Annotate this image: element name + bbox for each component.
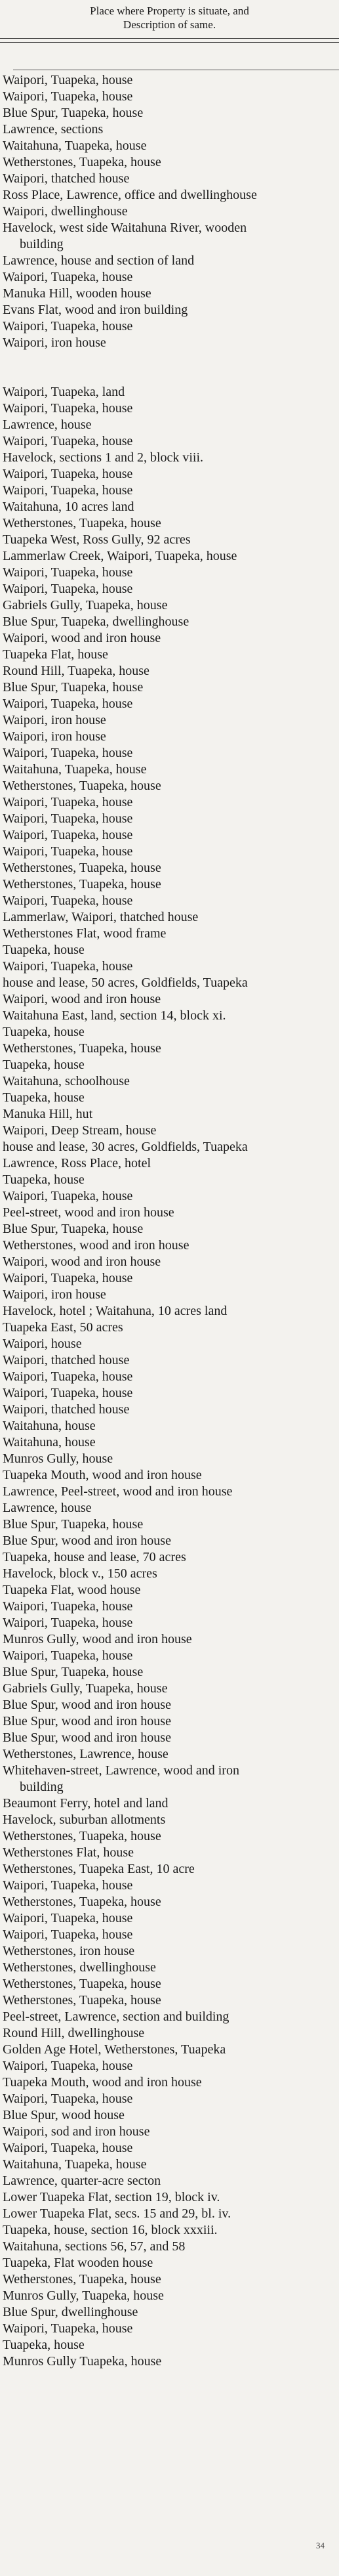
list-item	[0, 532, 339, 548]
list-item	[0, 138, 339, 154]
list-item	[0, 1746, 339, 1763]
entry-text: Waipori, dwellinghouse	[3, 204, 128, 219]
list-item	[0, 253, 339, 269]
list-item	[0, 630, 339, 647]
entry-text: Waipori, Tuapeka, house	[3, 828, 133, 842]
entry-text: Havelock, block v., 150 acres	[3, 1566, 157, 1581]
list-item	[0, 2107, 339, 2124]
list-item	[0, 1500, 339, 1516]
entry-text: Blue Spur, Tuapeka, house	[3, 680, 144, 695]
entry-text: Lammerlaw, Waipori, thatched house	[3, 910, 199, 924]
list-item	[0, 597, 339, 614]
list-item	[0, 712, 339, 729]
list-item	[0, 1073, 339, 1090]
list-item	[0, 1188, 339, 1205]
list-item	[0, 1828, 339, 1845]
entry-text: Waipori, Tuapeka, house	[3, 1369, 133, 1384]
entry-text: Round Hill, dwellinghouse	[3, 2026, 145, 2040]
entry-text: Waitahuna, Tuapeka, house	[3, 2157, 147, 2172]
entry-text: Blue Spur, Tuapeka, house	[3, 1665, 144, 1679]
entry-text: Lawrence, house	[3, 418, 92, 432]
entry-text: Munros Gully Tuapeka, house	[3, 2354, 162, 2369]
list-item	[0, 745, 339, 762]
entry-text: Tuapeka Mouth, wood and iron house	[3, 2075, 202, 2090]
list-item	[0, 286, 339, 302]
list-item	[0, 1960, 339, 1976]
entry-text: Waipori, Tuapeka, house	[3, 2059, 133, 2073]
entry-text: Blue Spur, Tuapeka, dwellinghouse	[3, 614, 189, 629]
entry-text: Ross Place, Lawrence, office and dwellinghouse	[3, 188, 257, 202]
list-item	[0, 384, 339, 400]
entry-text: Lawrence, Ross Place, hotel	[3, 1156, 151, 1170]
entry-text: Blue Spur, wood and iron house	[3, 1730, 171, 1745]
entry-text: Waitahuna, house	[3, 1419, 96, 1433]
list-item	[0, 942, 339, 958]
list-item	[0, 1910, 339, 1927]
entry-text: Lawrence, house	[3, 1501, 92, 1515]
list-item	[0, 72, 339, 89]
entry-text: Waipori, Tuapeka, house	[3, 844, 133, 859]
entry-text: Waipori, iron house	[3, 713, 106, 727]
list-item	[0, 926, 339, 942]
entry-text: Havelock, sections 1 and 2, block viii.	[3, 450, 204, 465]
list-item	[0, 1287, 339, 1303]
entry-text: Waipori, thatched house	[3, 171, 130, 186]
entry-text: Tuapeka, house	[3, 1025, 85, 1039]
entry-text: Waipori, Tuapeka, house	[3, 434, 133, 448]
entry-text: Waipori, wood and iron house	[3, 631, 161, 645]
entry-text: Waitahuna, Tuapeka, house	[3, 139, 147, 153]
entry-text: Golden Age Hotel, Wetherstones, Tuapeka	[3, 2042, 226, 2057]
entry-text: Waipori, wood and iron house	[3, 1255, 161, 1269]
entry-text: Waipori, house	[3, 1337, 82, 1351]
entry-text: Wetherstones, Tuapeka, house	[3, 155, 161, 169]
entry-text: Waipori, Tuapeka, house	[3, 2141, 133, 2155]
entry-text: Tuapeka Flat, wood house	[3, 1583, 141, 1597]
list-item	[0, 2157, 339, 2173]
entry-text: Waipori, Tuapeka, house	[3, 1927, 133, 1942]
list-item	[0, 2206, 339, 2222]
list-item	[0, 1795, 339, 1812]
entry-text: Peel-street, wood and iron house	[3, 1205, 174, 1220]
entry-text: Havelock, hotel ; Waitahuna, 10 acres land	[3, 1304, 228, 1318]
list-item	[0, 991, 339, 1008]
list-item	[0, 1336, 339, 1352]
list-item	[0, 1155, 339, 1172]
entry-text: Manuka Hill, hut	[3, 1107, 93, 1121]
list-item	[0, 2222, 339, 2239]
entry-text: Waitahuna, schoolhouse	[3, 1074, 130, 1088]
list-item	[0, 2140, 339, 2157]
list-item	[0, 2042, 339, 2058]
entry-text: Wetherstones, Tuapeka, house	[3, 877, 161, 891]
list-item	[0, 1927, 339, 1943]
entry-text: Waipori, wood and iron house	[3, 992, 161, 1006]
list-item	[0, 417, 339, 433]
entry-text: Munros Gully, Tuapeka, house	[3, 2288, 164, 2303]
list-item	[0, 2353, 339, 2370]
entry-text: Waipori, Tuapeka, house	[3, 1599, 133, 1614]
list-item	[0, 318, 339, 335]
entry-text: Whitehaven-street, Lawrence, wood and iron	[3, 1763, 239, 1778]
list-item	[0, 2124, 339, 2140]
entry-text: Waipori, Tuapeka, house	[3, 483, 133, 498]
entry-text: Wetherstones, Tuapeka, house	[3, 2272, 161, 2286]
list-item	[0, 1057, 339, 1073]
list-item	[0, 1730, 339, 1746]
entry-text: Wetherstones, Tuapeka, house	[3, 1993, 161, 2007]
list-item	[0, 1845, 339, 1861]
list-item	[0, 1402, 339, 1418]
list-item	[0, 794, 339, 811]
list-item	[0, 466, 339, 483]
entry-text: Wetherstones, Tuapeka, house	[3, 861, 161, 875]
entry-text: Wetherstones, Tuapeka, house	[3, 1829, 161, 1843]
entry-text: Lower Tuapeka Flat, secs. 15 and 29, bl. iv.	[3, 2206, 231, 2221]
list-item	[0, 1516, 339, 1533]
entry-text: Gabriels Gully, Tuapeka, house	[3, 598, 168, 612]
entry-text: Tuapeka, house	[3, 1090, 85, 1105]
entry-text: Waipori, Tuapeka, house	[3, 582, 133, 596]
entry-text: Wetherstones, Tuapeka, house	[3, 779, 161, 793]
list-item	[0, 1418, 339, 1434]
entry-text: Waipori, Tuapeka, house	[3, 1386, 133, 1400]
list-item	[0, 1713, 339, 1730]
list-item	[0, 1385, 339, 1402]
entry-text: Tuapeka, Flat wooden house	[3, 2256, 153, 2270]
entry-text: Waipori, iron house	[3, 335, 106, 350]
list-item	[0, 204, 339, 220]
list-item	[0, 2173, 339, 2189]
entry-text: Wetherstones, dwellinghouse	[3, 1960, 156, 1975]
entry-text: Waipori, Tuapeka, house	[3, 467, 133, 481]
list-item	[0, 548, 339, 565]
list-item	[0, 2304, 339, 2321]
entry-text: Evans Flat, wood and iron building	[3, 303, 188, 317]
list-item	[0, 1123, 339, 1139]
entry-text: Blue Spur, wood and iron house	[3, 1534, 171, 1548]
list-item	[0, 1172, 339, 1188]
entry-text: Blue Spur, wood house	[3, 2108, 125, 2122]
entry-text: Waipori, iron house	[3, 1287, 106, 1302]
entry-text: Peel-street, Lawrence, section and building	[3, 2009, 229, 2024]
entry-text: Wetherstones Flat, house	[3, 1845, 134, 1860]
entry-text: Waipori, Tuapeka, house	[3, 401, 133, 416]
entry-text: Blue Spur, wood and iron house	[3, 1698, 171, 1712]
entry-text: Waipori, thatched house	[3, 1353, 130, 1367]
list-item	[0, 1320, 339, 1336]
entry-text: Waipori, Tuapeka, house	[3, 746, 133, 760]
list-item	[0, 1303, 339, 1320]
column-header-line-2: Description of same.	[123, 18, 216, 31]
list-item	[0, 1861, 339, 1878]
list-item	[0, 1894, 339, 1910]
list-item	[0, 565, 339, 581]
list-item	[0, 1566, 339, 1582]
entry-text: Wetherstones, Tuapeka, house	[3, 1977, 161, 1991]
entry-text: Tuapeka, house	[3, 943, 85, 957]
list-item	[0, 1024, 339, 1041]
list-item	[0, 2058, 339, 2074]
list-item	[0, 1041, 339, 1057]
list-item	[0, 1434, 339, 1451]
entry-text: Waipori, Tuapeka, house	[3, 319, 133, 333]
list-item	[0, 1533, 339, 1549]
entry-text: Tuapeka Mouth, wood and iron house	[3, 1468, 202, 1482]
list-item	[0, 1221, 339, 1237]
list-item	[0, 269, 339, 286]
entry-text: Waipori, Tuapeka, house	[3, 1189, 133, 1203]
entry-text: Lawrence, house and section of land	[3, 253, 195, 268]
list-item	[0, 663, 339, 679]
list-item	[0, 1254, 339, 1270]
entry-text: Waipori, Deep Stream, house	[3, 1123, 157, 1138]
entry-text: Wetherstones Flat, wood frame	[3, 926, 167, 941]
entry-text: Tuapeka, house	[3, 1058, 85, 1072]
list-item	[0, 844, 339, 860]
list-item	[0, 1451, 339, 1467]
entry-text: Beaumont Ferry, hotel and land	[3, 1796, 169, 1811]
list-item	[0, 335, 339, 351]
list-item	[0, 2239, 339, 2255]
list-item	[0, 679, 339, 696]
list-item	[0, 1090, 339, 1106]
list-item	[0, 499, 339, 515]
entry-text: Waipori, iron house	[3, 729, 106, 744]
list-item	[0, 1681, 339, 1697]
entry-text: Tuapeka East, 50 acres	[3, 1320, 123, 1335]
list-item	[0, 187, 339, 204]
list-item	[0, 1237, 339, 1254]
list-item	[0, 909, 339, 926]
entry-text: Waipori, Tuapeka, house	[3, 1616, 133, 1630]
entry-text: Waipori, Tuapeka, house	[3, 89, 133, 104]
list-item	[0, 1270, 339, 1287]
list-item	[0, 1139, 339, 1155]
entry-text: Waipori, Tuapeka, house	[3, 795, 133, 809]
list-item	[0, 433, 339, 450]
list-item	[0, 1648, 339, 1664]
list-item	[0, 89, 339, 105]
entry-text: Waitahuna, Tuapeka, house	[3, 762, 147, 777]
list-item	[0, 860, 339, 876]
entry-text: Blue Spur, wood and iron house	[3, 1714, 171, 1728]
list-item	[0, 1106, 339, 1123]
list-item	[0, 958, 339, 975]
entry-text: Waipori, Tuapeka, house	[3, 565, 133, 580]
entry-text: Round Hill, Tuapeka, house	[3, 664, 150, 678]
list-item	[0, 1582, 339, 1599]
entry-text: Waipori, Tuapeka, house	[3, 2092, 133, 2106]
list-item	[0, 105, 339, 121]
list-item	[0, 1352, 339, 1369]
list-item	[0, 2025, 339, 2042]
entry-text: Wetherstones, Tuapeka East, 10 acre	[3, 1862, 195, 1876]
entry-text: Waipori, Tuapeka, house	[3, 811, 133, 826]
entry-text: Waitahuna, 10 acres land	[3, 500, 134, 514]
list-item	[0, 1664, 339, 1681]
list-item	[0, 2321, 339, 2337]
entry-text: Wetherstones, wood and iron house	[3, 1238, 189, 1253]
list-item	[0, 1763, 339, 1795]
list-item	[0, 696, 339, 712]
entry-text: Waipori, Tuapeka, house	[3, 893, 133, 908]
entry-text: Waitahuna, house	[3, 1435, 96, 1449]
list-item	[0, 2091, 339, 2107]
entry-text: Tuapeka, house, section 16, block xxxiii.	[3, 2223, 218, 2237]
entry-text: Lawrence, Peel-street, wood and iron house	[3, 1484, 233, 1499]
list-item	[0, 647, 339, 663]
list-item	[0, 515, 339, 532]
list-item	[0, 171, 339, 187]
entry-text: Wetherstones, Tuapeka, house	[3, 516, 161, 530]
entry-text: Blue Spur, Tuapeka, house	[3, 1517, 144, 1532]
blank-line	[0, 368, 339, 384]
list-item	[0, 2189, 339, 2206]
entry-text: house and lease, 30 acres, Goldfields, Tuapeka	[3, 1140, 248, 1154]
column-header	[0, 4, 339, 32]
entry-text: Havelock, suburban allotments	[3, 1813, 166, 1827]
list-item	[0, 893, 339, 909]
list-item	[0, 2074, 339, 2091]
entry-text: Lower Tuapeka Flat, section 19, block iv.	[3, 2190, 220, 2204]
list-item	[0, 1992, 339, 2009]
column-header-line-1: Place where Property is situate, and	[90, 5, 249, 17]
entry-text: Waipori, Tuapeka, house	[3, 73, 133, 87]
entry-text: Wetherstones, Tuapeka, house	[3, 1895, 161, 1909]
list-item	[0, 811, 339, 827]
list-item	[0, 2009, 339, 2025]
entry-text: Waipori, sod and iron house	[3, 2124, 150, 2139]
list-item	[0, 1467, 339, 1484]
list-item	[0, 729, 339, 745]
entry-text: Waitahuna East, land, section 14, block xi.	[3, 1008, 226, 1023]
entry-text: Wetherstones, Lawrence, house	[3, 1747, 169, 1761]
entry-text: Waipori, Tuapeka, house	[3, 1271, 133, 1285]
list-item	[0, 220, 339, 253]
list-item	[0, 2337, 339, 2353]
header-double-rule	[0, 38, 339, 43]
list-item	[0, 1976, 339, 1992]
entry-text: Waitahuna, sections 56, 57, and 58	[3, 2239, 186, 2254]
list-item	[0, 975, 339, 991]
list-item	[0, 876, 339, 893]
list-item	[0, 1697, 339, 1713]
list-item	[0, 2271, 339, 2288]
list-item	[0, 2255, 339, 2271]
entry-text: Waipori, Tuapeka, house	[3, 1911, 133, 1925]
entry-text: Manuka Hill, wooden house	[3, 286, 151, 301]
entry-text: Munros Gully, house	[3, 1451, 113, 1466]
entry-text: Waipori, Tuapeka, house	[3, 2321, 133, 2336]
entry-text: Waipori, Tuapeka, house	[3, 1648, 133, 1663]
entry-text: Munros Gully, wood and iron house	[3, 1632, 192, 1646]
list-item	[0, 1878, 339, 1894]
entry-text: Blue Spur, dwellinghouse	[3, 2305, 138, 2319]
entry-text: Tuapeka West, Ross Gully, 92 acres	[3, 532, 191, 547]
entry-text: Wetherstones, Tuapeka, house	[3, 1041, 161, 1056]
entry-text: Waipori, Tuapeka, house	[3, 270, 133, 284]
entry-continuation: building	[20, 1780, 64, 1794]
entry-text: Tuapeka, house	[3, 2338, 85, 2352]
entry-text: Havelock, west side Waitahuna River, wooden	[3, 221, 247, 235]
entry-text: Gabriels Gully, Tuapeka, house	[3, 1681, 168, 1696]
entry-text: Waipori, Tuapeka, house	[3, 697, 133, 711]
entry-text: house and lease, 50 acres, Goldfields, Tuapeka	[3, 976, 248, 990]
list-item	[0, 121, 339, 138]
list-item	[0, 1369, 339, 1385]
list-item	[0, 1615, 339, 1631]
list-item	[0, 1205, 339, 1221]
entry-continuation: building	[20, 237, 64, 251]
entry-text: Waipori, Tuapeka, land	[3, 385, 125, 399]
list-item	[0, 827, 339, 844]
list-item	[0, 762, 339, 778]
blank-line	[0, 351, 339, 368]
entry-text: Tuapeka, house	[3, 1172, 85, 1187]
list-item	[0, 581, 339, 597]
list-item	[0, 614, 339, 630]
page-mark: 34	[316, 2541, 325, 2550]
list-item	[0, 450, 339, 466]
list-item	[0, 1631, 339, 1648]
list-item	[0, 1008, 339, 1024]
entry-text: Tuapeka Flat, house	[3, 647, 108, 662]
entry-text: Tuapeka, house and lease, 70 acres	[3, 1550, 186, 1564]
property-list	[0, 72, 339, 2370]
list-item	[0, 154, 339, 171]
list-item	[0, 2288, 339, 2304]
list-item	[0, 400, 339, 417]
entry-text: Blue Spur, Tuapeka, house	[3, 1222, 144, 1236]
list-item	[0, 302, 339, 318]
entry-text: Lawrence, sections	[3, 122, 104, 137]
entry-text: Waipori, Tuapeka, house	[3, 959, 133, 974]
list-item	[0, 483, 339, 499]
entry-text: Lawrence, quarter-acre secton	[3, 2174, 161, 2188]
list-item	[0, 1599, 339, 1615]
list-item	[0, 1812, 339, 1828]
entry-text: Lammerlaw Creek, Waipori, Tuapeka, house	[3, 549, 237, 563]
entry-text: Waipori, Tuapeka, house	[3, 1878, 133, 1893]
entry-text: Blue Spur, Tuapeka, house	[3, 106, 144, 120]
list-item	[0, 1484, 339, 1500]
list-item	[0, 1943, 339, 1960]
entry-text: Wetherstones, iron house	[3, 1944, 135, 1958]
list-item	[0, 778, 339, 794]
list-item	[0, 1549, 339, 1566]
entry-text: Waipori, thatched house	[3, 1402, 130, 1417]
